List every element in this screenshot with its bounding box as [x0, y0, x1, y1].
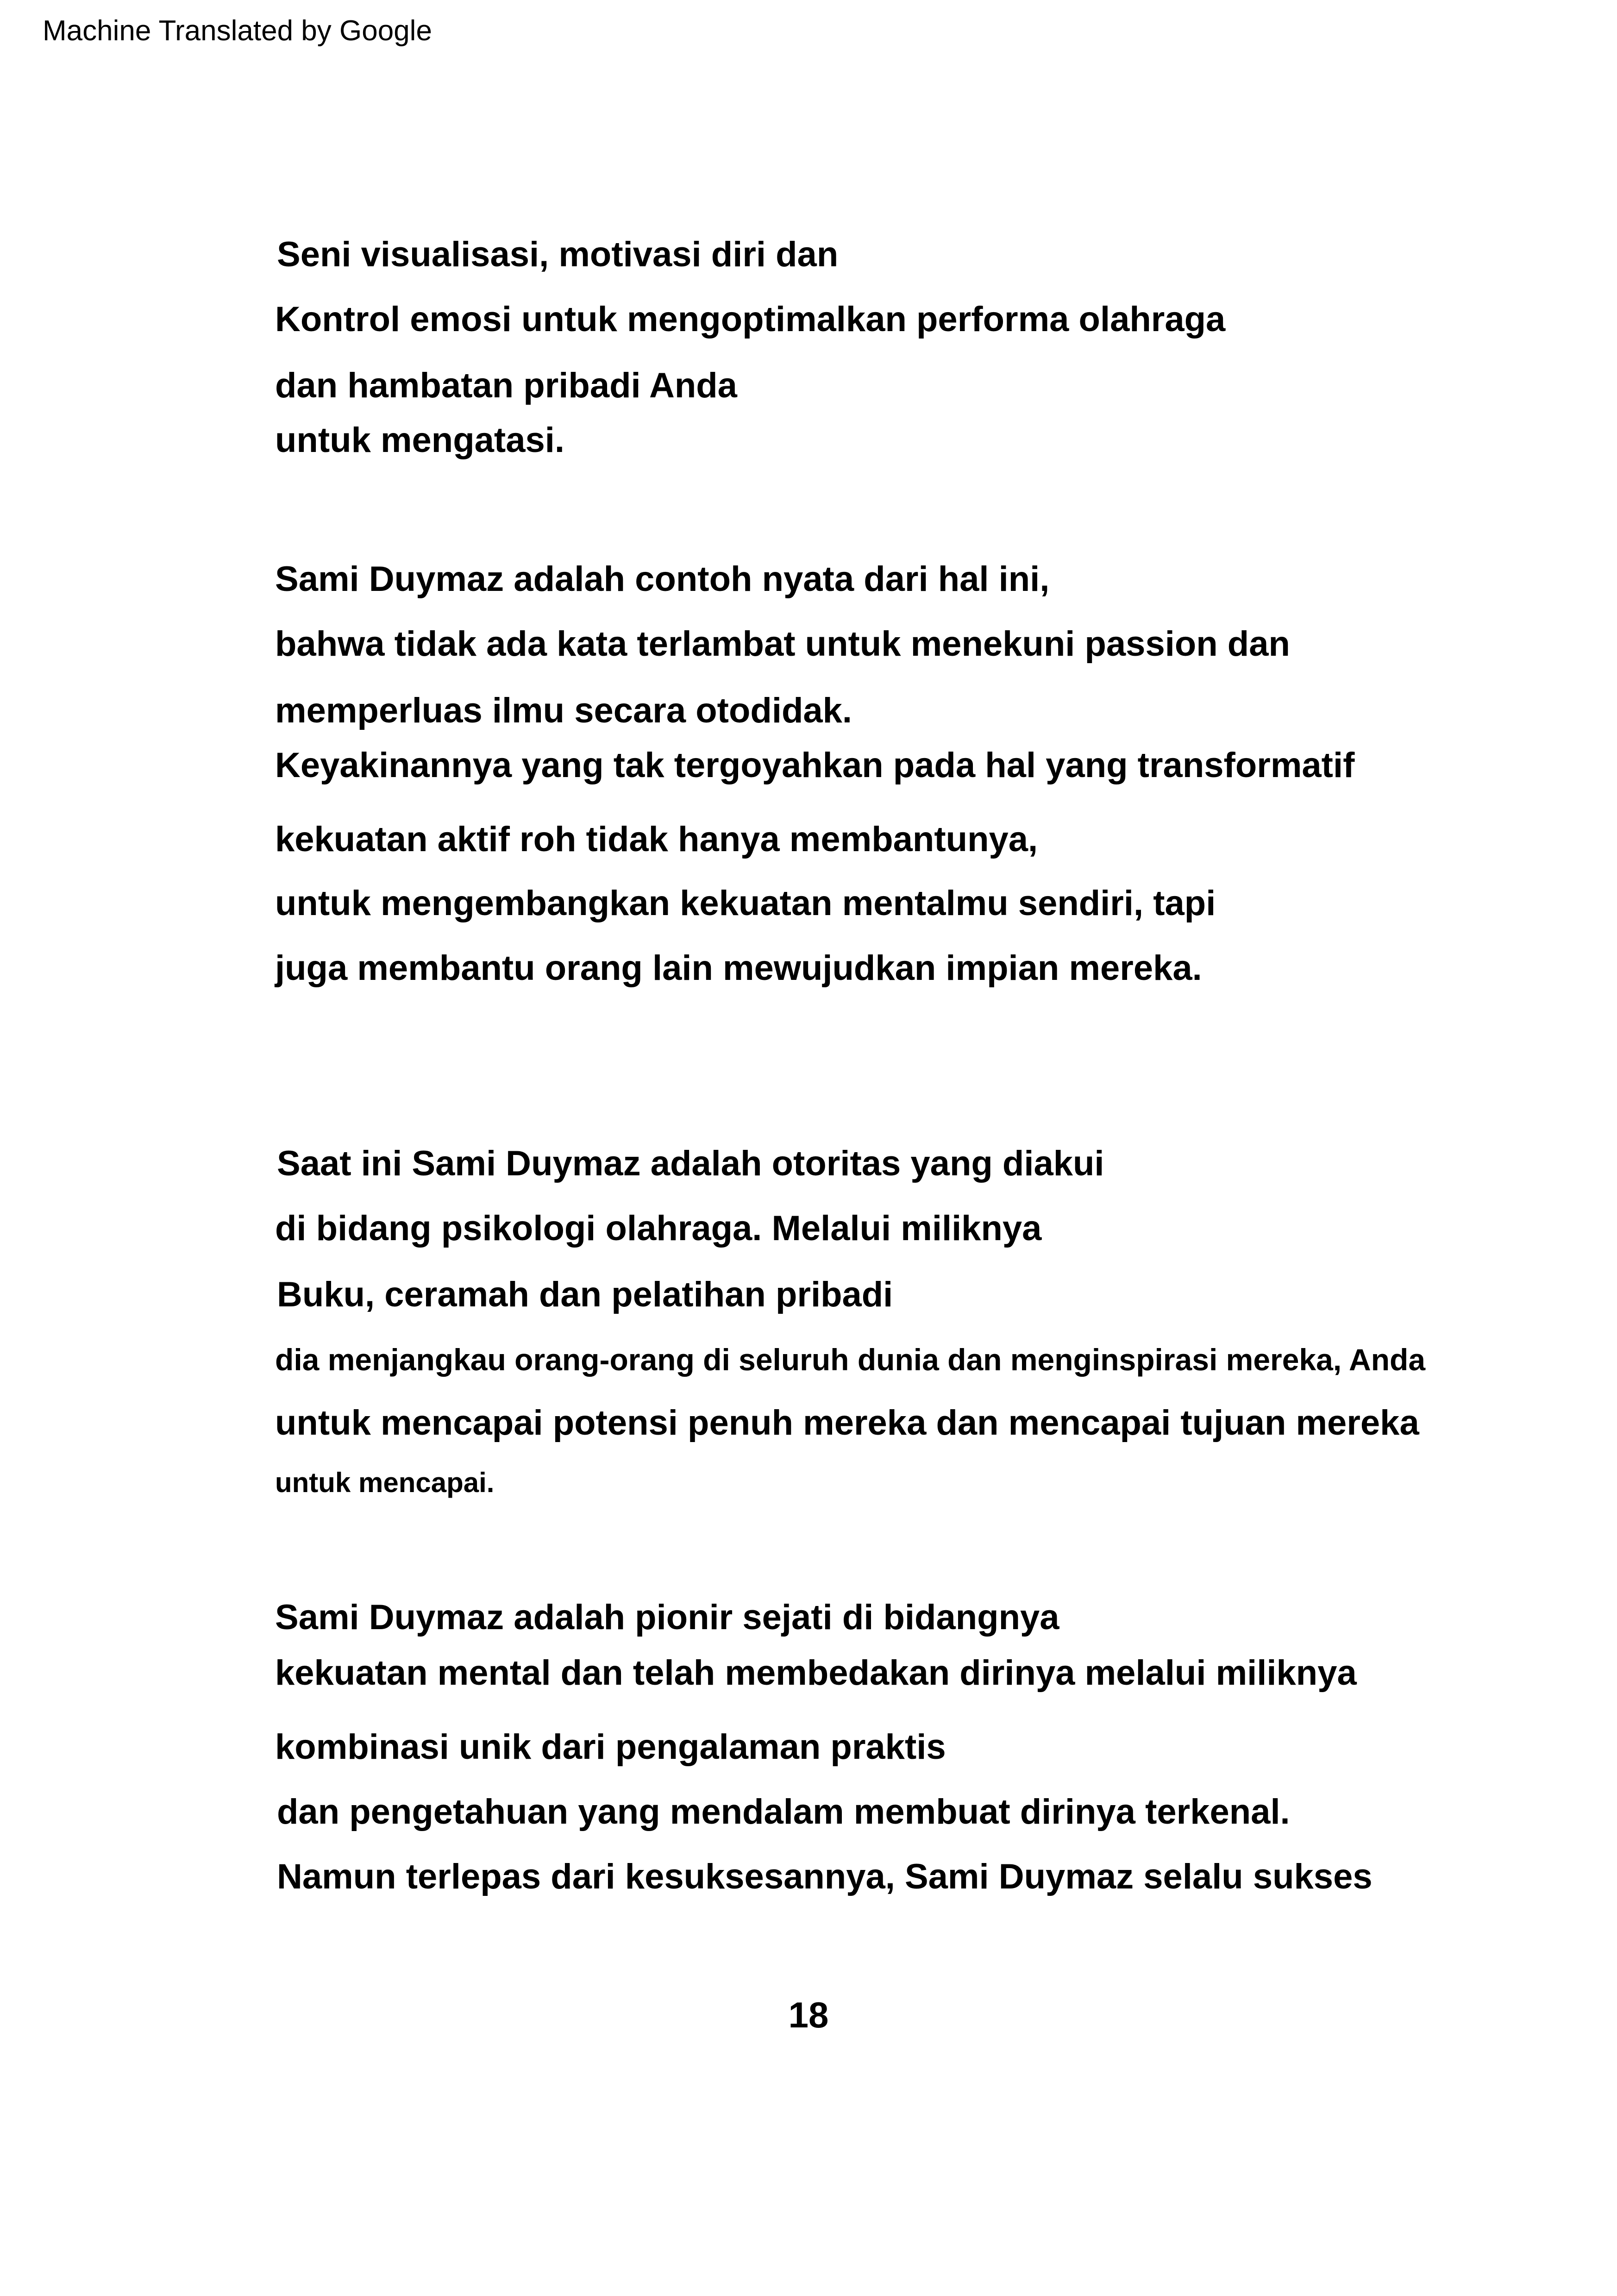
text-line: Kontrol emosi untuk mengoptimalkan performa olahraga	[275, 300, 1226, 339]
text-line: untuk mengatasi.	[275, 420, 564, 460]
text-line: Sami Duymaz adalah pionir sejati di bidangnya	[275, 1598, 1059, 1637]
text-line: Seni visualisasi, motivasi diri dan	[277, 235, 839, 274]
text-line: kekuatan mental dan telah membedakan dirinya melalui miliknya	[275, 1653, 1357, 1693]
text-line: Buku, ceramah dan pelatihan pribadi	[277, 1275, 893, 1314]
text-line: dan pengetahuan yang mendalam membuat dirinya terkenal.	[277, 1792, 1290, 1832]
text-line: untuk mencapai potensi penuh mereka dan mencapai tujuan mereka	[275, 1403, 1419, 1443]
text-line: Sami Duymaz adalah contoh nyata dari hal ini,	[275, 559, 1050, 599]
text-line: bahwa tidak ada kata terlambat untuk menekuni passion dan	[275, 624, 1290, 664]
text-line: Namun terlepas dari kesuksesannya, Sami Duymaz selalu sukses	[277, 1857, 1373, 1896]
text-line: memperluas ilmu secara otodidak.	[275, 691, 852, 730]
text-line: kekuatan aktif roh tidak hanya membantunya,	[275, 820, 1038, 859]
text-line: dan hambatan pribadi Anda	[275, 366, 737, 405]
text-line: untuk mengembangkan kekuatan mentalmu sendiri, tapi	[275, 884, 1216, 923]
text-line: Keyakinannya yang tak tergoyahkan pada hal yang transformatif	[275, 746, 1355, 785]
text-line: juga membantu orang lain mewujudkan impian mereka.	[275, 948, 1202, 988]
text-line: Saat ini Sami Duymaz adalah otoritas yang diakui	[277, 1144, 1104, 1183]
text-line: dia menjangkau orang-orang di seluruh dunia dan menginspirasi mereka, Anda	[275, 1342, 1426, 1377]
translation-notice: Machine Translated by Google	[43, 15, 432, 47]
text-line: untuk mencapai.	[275, 1467, 495, 1498]
text-line: kombinasi unik dari pengalaman praktis	[275, 1727, 946, 1767]
page-number: 18	[788, 1995, 829, 2035]
text-line: di bidang psikologi olahraga. Melalui miliknya	[275, 1209, 1042, 1248]
